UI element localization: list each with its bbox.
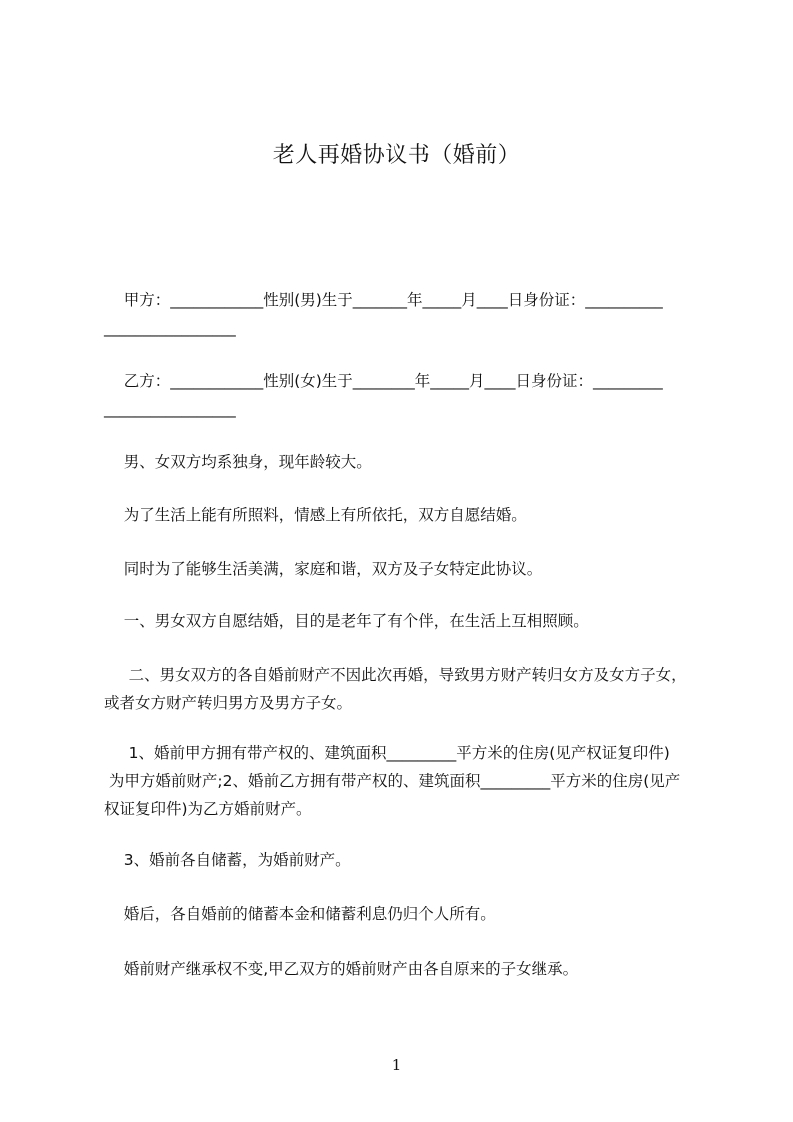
party-a-line-1: 甲方：____________性别(男)生于_______年_____月____日身份证：__________ [104,291,663,309]
clause-2-paragraph [104,661,704,717]
party-b-line-1: 乙方：____________性别(女)生于________年_____月____日身份证：_________ [104,372,663,390]
paragraph-line: 3、婚前各自储蓄，为婚前财产。 [104,851,351,869]
intro-paragraph-1 [104,448,704,476]
paragraph-line: 婚前财产继承权不变,甲乙双方的婚前财产由各自原来的子女继承。 [104,960,579,978]
clause-1-paragraph [104,607,704,635]
clause-2-5-paragraph [104,955,704,983]
intro-paragraph-2 [104,501,704,529]
paragraph-line: 1、婚前甲方拥有带产权的、建筑面积_________平方米的住房(见产权证复印件) [104,744,670,762]
paragraph-line: 一、男女双方自愿结婚，目的是老年了有个伴，在生活上互相照顾。 [104,612,589,630]
party-b-line-2: _________________ [104,400,236,418]
page-number: 1 [391,1056,402,1074]
document-title: 老人再婚协议书（婚前） [272,143,521,168]
paragraph-line: 二、男女双方的各自婚前财产不因此次再婚，导致男方财产转归女方及女方子女， [104,666,687,684]
party-a-paragraph [104,286,704,342]
paragraph-line: 为了生活上能有所照料，情感上有所依托，双方自愿结婚。 [104,506,527,524]
paragraph-line: 同时为了能够生活美满，家庭和谐，双方及子女特定此协议。 [104,560,543,578]
paragraph-line: 婚后，各自婚前的储蓄本金和储蓄利息仍归个人所有。 [104,905,496,923]
paragraph-line: 或者女方财产转归男方及男方子女。 [104,694,353,712]
party-b-paragraph [104,367,704,423]
clause-2-3-paragraph [104,846,704,874]
paragraph-line: 男、女双方均系独身，现年龄较大。 [104,453,372,471]
clause-2-4-paragraph [104,900,704,928]
paragraph-line: 为甲方婚前财产;2、婚前乙方拥有带产权的、建筑面积_________平方米的住房(见产 [104,772,681,790]
clause-2-1-paragraph [104,739,704,823]
intro-paragraph-3 [104,555,704,583]
party-a-line-2: _________________ [104,319,236,337]
paragraph-line: 权证复印件)为乙方婚前财产。 [104,800,312,818]
